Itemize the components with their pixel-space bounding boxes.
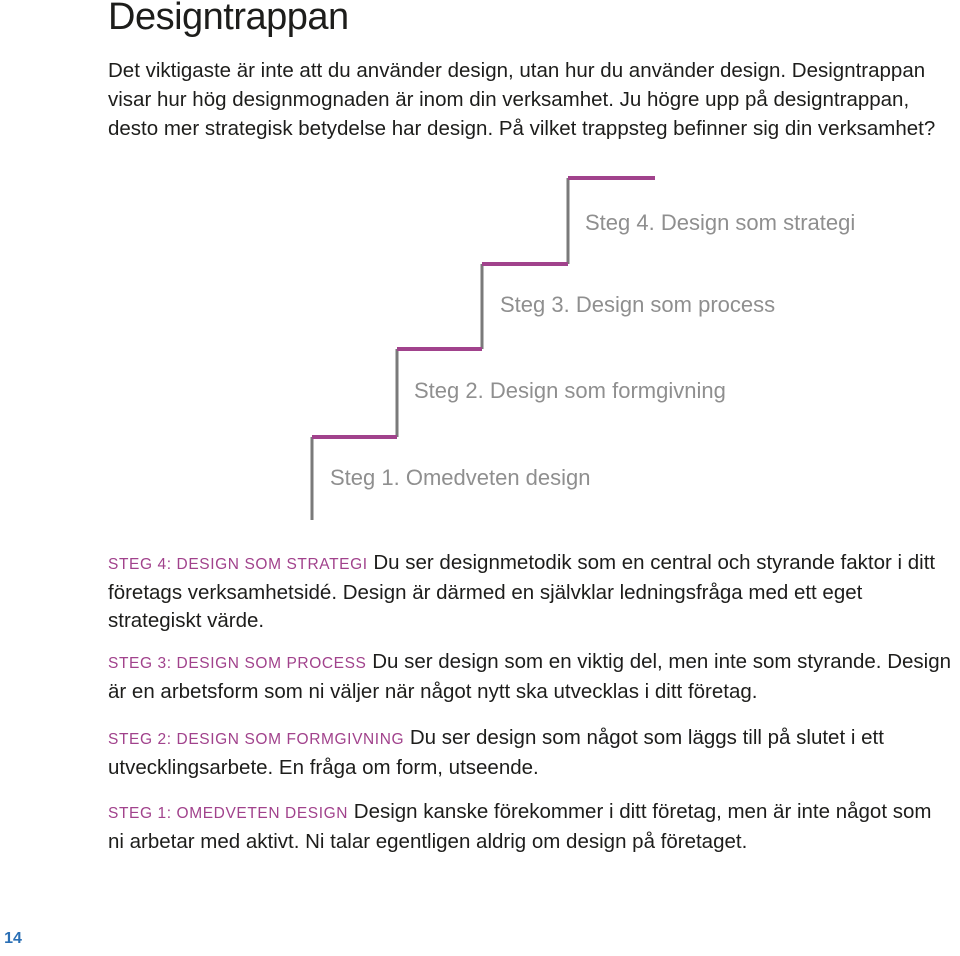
description-step-3 [108, 648, 953, 706]
intro-paragraph: Det viktigaste är inte att du använder design, utan hur du använder design. Designtrappan visar hur hög designmognaden är inom din verksamhet. Ju högre upp på designtrappan, desto mer strategisk betydelse har design. På vilket trappsteg befinner sig din verksamhet? [108, 59, 936, 140]
description-step-2 [108, 724, 953, 782]
description-heading: STEG 3: DESIGN SOM PROCESS [108, 655, 367, 672]
description-text: Du ser designmetodik som en central och styrande faktor i ditt företags verksamhetsidé. Design är därmed en självklar ledningsfråga med ett eget strategiskt värde. [108, 551, 936, 632]
description-text: Du ser design som en viktig del, men inte som styrande. Design är en arbetsform som ni väljer när något nytt ska utvecklas i ditt företag. [108, 650, 952, 703]
description-heading: STEG 1: OMEDVETEN DESIGN [108, 805, 349, 822]
step-3-label: Steg 3. Design som process [500, 292, 776, 317]
description-step-4 [108, 549, 953, 635]
page-number: 14 [4, 930, 22, 947]
description-text: Design kanske förekommer i ditt företag, men är inte något som ni arbetar med aktivt. Ni talar egentligen aldrig om design på företaget. [108, 800, 932, 853]
step-4-label: Steg 4. Design som strategi [585, 210, 856, 235]
description-heading: STEG 4: DESIGN SOM STRATEGI [108, 556, 368, 573]
page-title: Designtrappan [108, 0, 349, 38]
step-2-label: Steg 2. Design som formgivning [414, 378, 726, 403]
description-step-1 [108, 798, 953, 856]
description-heading: STEG 2: DESIGN SOM FORMGIVNING [108, 731, 405, 748]
description-text: Du ser design som något som läggs till på slutet i ett utvecklingsarbete. En fråga om form, utseende. [108, 726, 884, 779]
step-1-label: Steg 1. Omedveten design [330, 465, 591, 490]
